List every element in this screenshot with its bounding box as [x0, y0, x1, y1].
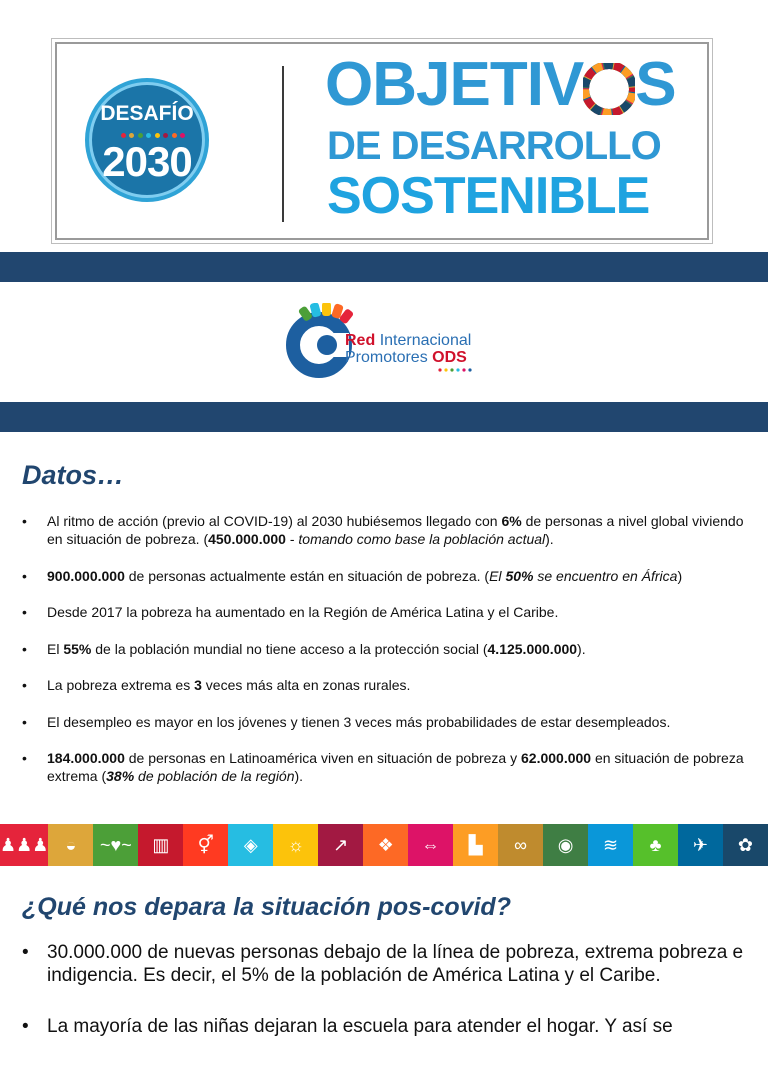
water-drop-icon: ◈: [228, 824, 273, 866]
list-item: • 900.000.000 de personas actualmente están en situación de pobreza. (El 50% se encuentro en África): [22, 567, 752, 585]
list-item: • Al ritmo de acción (previo al COVID-19) al 2030 hubiésemos llegado con 6% de personas a nivel global viviendo en situación de pobreza. (450.000.000 - tomando como base la población actual).: [22, 512, 752, 548]
list-item: • El 55% de la población mundial no tiene acceso a la protección social (4.125.000.000).: [22, 640, 752, 658]
sdg-icon-strip: [0, 824, 768, 866]
heartbeat-icon: ~♥~: [93, 824, 138, 866]
red-logo-line1: Red Internacional: [345, 332, 472, 349]
badge-year: 2030: [102, 138, 192, 185]
banner-title-desarrollo: DE DESARROLLO: [327, 124, 661, 168]
city-icon: ▙: [453, 824, 498, 866]
banner-title-sostenible: SOSTENIBLE: [327, 167, 650, 225]
sdg-wheel-icon: [583, 63, 635, 115]
book-icon: ▥: [138, 824, 183, 866]
covid-heading: ¿Qué nos depara la situación pos-covid?: [22, 893, 511, 921]
dove-icon: ✈: [678, 824, 723, 866]
badge-title: DESAFÍO: [100, 102, 194, 125]
equality-arrows-icon: ⇔: [408, 824, 453, 866]
people-icon: ♟♟♟: [0, 824, 48, 866]
gender-icon: ⚥: [183, 824, 228, 866]
infinity-icon: ∞: [498, 824, 543, 866]
bottom-divider-bar: [0, 402, 768, 432]
list-item: • La pobreza extrema es 3 veces más alta en zonas rurales.: [22, 676, 752, 694]
fish-icon: ≋: [588, 824, 633, 866]
banner-divider: [282, 66, 284, 222]
cubes-icon: ❖: [363, 824, 408, 866]
eye-globe-icon: ◉: [543, 824, 588, 866]
tree-icon: ♣: [633, 824, 678, 866]
list-item: • El desempleo es mayor en los jóvenes y tienen 3 veces más probabilidades de estar desempleados.: [22, 713, 752, 731]
growth-chart-icon: ↗: [318, 824, 363, 866]
list-item: • 30.000.000 de nuevas personas debajo de la línea de pobreza, extrema pobreza e indigencia. Es decir, el 5% de la población de América Latina y el Caribe.: [22, 941, 752, 987]
ods-banner: [55, 42, 709, 240]
bowl-icon: ◒: [48, 824, 93, 866]
red-logo-line2: Promotores ODS: [345, 349, 467, 366]
covid-list: [22, 941, 752, 1066]
datos-list: [22, 512, 752, 804]
top-divider-bar: [0, 252, 768, 282]
list-item: • 184.000.000 de personas en Latinoamérica viven en situación de pobreza y 62.000.000 en situación de pobreza extrema (38% de población de la región).: [22, 749, 752, 785]
list-item: • La mayoría de las niñas dejaran la escuela para atender el hogar. Y así se: [22, 1015, 752, 1038]
desafio-2030-badge: [85, 78, 209, 202]
list-item: • Desde 2017 la pobreza ha aumentado en la Región de América Latina y el Caribe.: [22, 603, 752, 621]
banner-title-objetivos: OBJETIV S: [325, 50, 676, 119]
datos-heading: Datos…: [22, 460, 125, 490]
sun-icon: ☼: [273, 824, 318, 866]
flower-icon: ✿: [723, 824, 768, 866]
